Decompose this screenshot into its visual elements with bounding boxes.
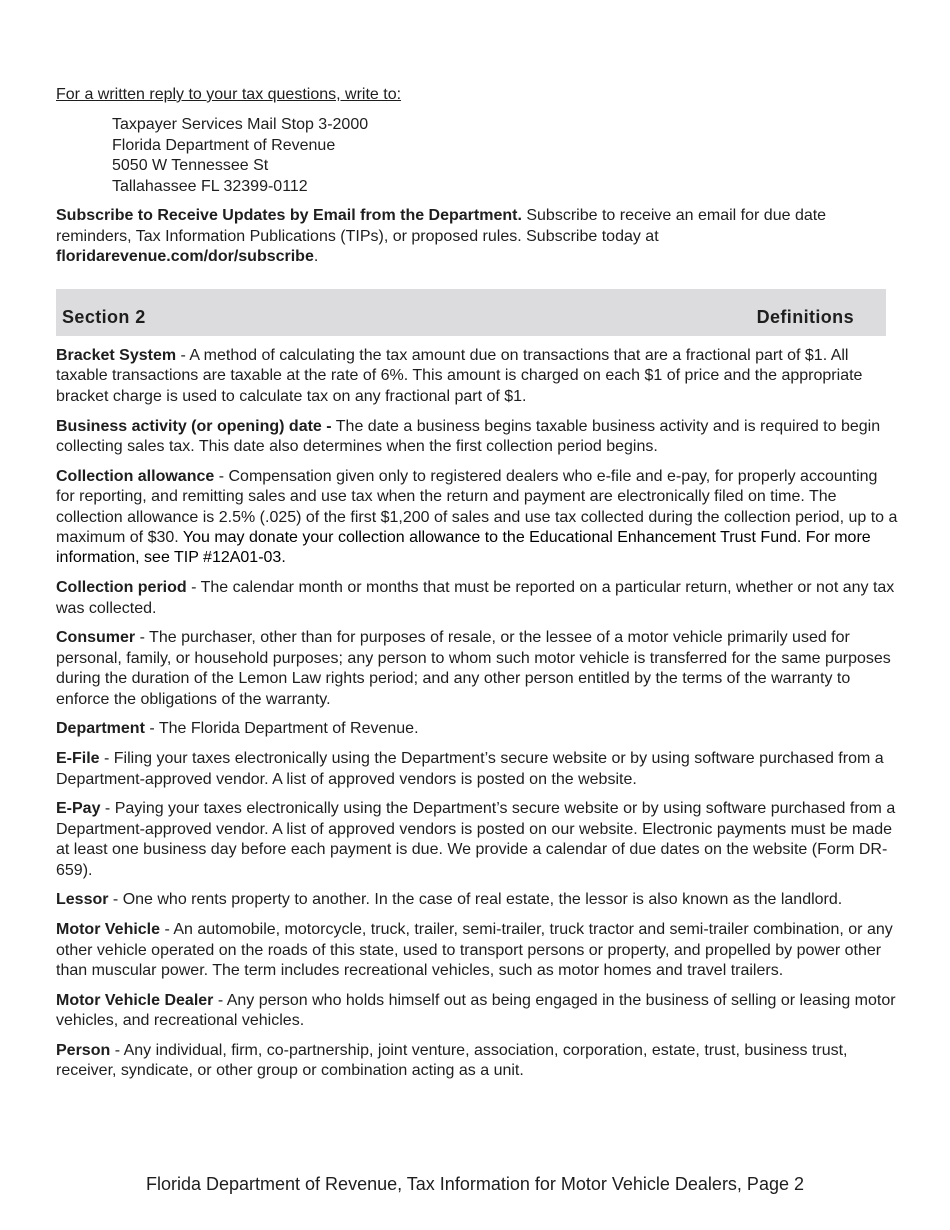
definition-term: Lessor: [56, 891, 109, 909]
definition-motor-vehicle: [56, 920, 898, 981]
definition-term: Consumer: [56, 629, 136, 647]
definition-collection-allowance: [56, 467, 898, 569]
mailing-address: [112, 115, 368, 197]
definition-term: E-File: [56, 750, 100, 768]
address-line: 5050 W Tennessee St: [112, 157, 269, 174]
section-header-bar: [56, 289, 886, 336]
definition-text: - The purchaser, other than for purposes of resale, or the lessee of a motor vehicle primarily used for personal, family, or household purposes; any person to whom such motor vehicle is transferred for the same purposes during the duration of the Lemon Law rights period; and any other person entitled by the terms of the warranty to enforce the obligations of the warranty.: [56, 629, 891, 708]
subscribe-period: .: [313, 248, 319, 265]
definition-text: - One who rents property to another. In the case of real estate, the lessor is also known as the landlord.: [108, 891, 843, 909]
page-footer: Florida Department of Revenue, Tax Information for Motor Vehicle Dealers, Page 2: [145, 1174, 804, 1194]
definition-term: Motor Vehicle: [56, 921, 161, 939]
address-line: Taxpayer Services Mail Stop 3-2000: [112, 116, 369, 133]
definitions-list: [56, 346, 898, 1091]
definition-text: - An automobile, motorcycle, truck, trailer, semi-trailer, truck tractor and semi-trailer combination, or any other vehicle operated on the roads of this state, used to transport persons or property, and propelled by power other than muscular power. The term includes recreational vehicles, such as motor homes and travel trailers.: [56, 921, 893, 980]
definition-text: - The calendar month or months that must be reported on a particular return, whether or not any tax was collected.: [56, 579, 895, 617]
definition-term: Motor Vehicle Dealer: [56, 991, 214, 1009]
definition-text: - The Florida Department of Revenue.: [144, 720, 419, 738]
definition-motor-vehicle-dealer: [56, 991, 898, 1032]
subscribe-link[interactable]: floridarevenue.com/dor/subscribe: [56, 248, 314, 265]
definition-lessor: [56, 890, 898, 910]
definition-person: [56, 1041, 898, 1082]
definition-term: Collection allowance: [56, 467, 215, 485]
definition-text: - Any person who holds himself out as being engaged in the business of selling or leasing motor vehicles, and recreational vehicles.: [56, 991, 896, 1030]
definition-text: The date a business begins taxable business activity and is required to begin collecting sales tax. This date also determines when the first collection period begins.: [56, 417, 881, 456]
subscribe-paragraph: [56, 206, 896, 268]
definition-collection-period: [56, 578, 898, 619]
definition-business-activity-date: [56, 417, 898, 458]
subscribe-heading: Subscribe to Receive Updates by Email from the Department.: [56, 207, 522, 224]
definition-e-pay: [56, 799, 898, 881]
definition-term: Business activity (or opening) date -: [56, 417, 332, 435]
section-number: Section 2: [62, 307, 146, 327]
definition-text: - Filing your taxes electronically using the Department’s secure website or by using software purchased from a Department-approved vendor. A list of approved vendors is posted on the website.: [56, 750, 884, 788]
definition-text: - A method of calculating the tax amount due on transactions that are a fractional part of $1. All taxable transactions are taxable at the rate of 6%. This amount is charged on each $1 of price and the appropriate bracket charge is used to calculate tax on any fractional part of $1.: [56, 347, 863, 405]
definition-department: [56, 719, 898, 739]
definition-text: - Paying your taxes electronically using the Department’s secure website or by using software purchased from a Department-approved vendor. A list of approved vendors is posted on our website. Electronic payments must be made at least one business day before each payment is due. We provide a calendar of due dates on the website (Form DR-659).: [56, 800, 896, 879]
definition-text: - Any individual, firm, co-partnership, joint venture, association, corporation, estate, trust, business trust, receiver, syndicate, or other group or combination acting as a unit.: [56, 1042, 848, 1080]
definition-term: Collection period: [56, 579, 187, 597]
section-title: Definitions: [756, 307, 854, 327]
address-line: Florida Department of Revenue: [112, 136, 336, 154]
definition-term: Person: [56, 1042, 111, 1060]
written-reply-heading: For a written reply to your tax questions, write to:: [56, 86, 402, 103]
definition-text: - Compensation given only to registered dealers who e-file and e-pay, for properly accounting for reporting, and remitting sales and use tax when the return and payment are electronically filed on time. The collection allowance is 2.5% (.025) of the first $1,200 of sales and use tax collected during the collection period, up to a maximum of $30.: [56, 467, 898, 547]
definition-consumer: [56, 628, 898, 710]
definition-e-file: [56, 749, 898, 790]
address-line: Tallahassee FL 32399-0112: [112, 177, 308, 195]
definition-bracket-system: [56, 346, 898, 407]
definition-term: E-Pay: [56, 800, 101, 818]
subscribe-text: Subscribe to receive an email for due date reminders, Tax Information Publications (TIPs), or proposed rules. Subscribe today at: [56, 207, 827, 245]
definition-term: Bracket System: [56, 347, 177, 364]
definition-text-donation: You may donate your collection allowance to the Educational Enhancement Trust Fund. For more information, see TIP #12A01-03.: [56, 529, 871, 567]
definition-term: Department: [56, 720, 145, 738]
